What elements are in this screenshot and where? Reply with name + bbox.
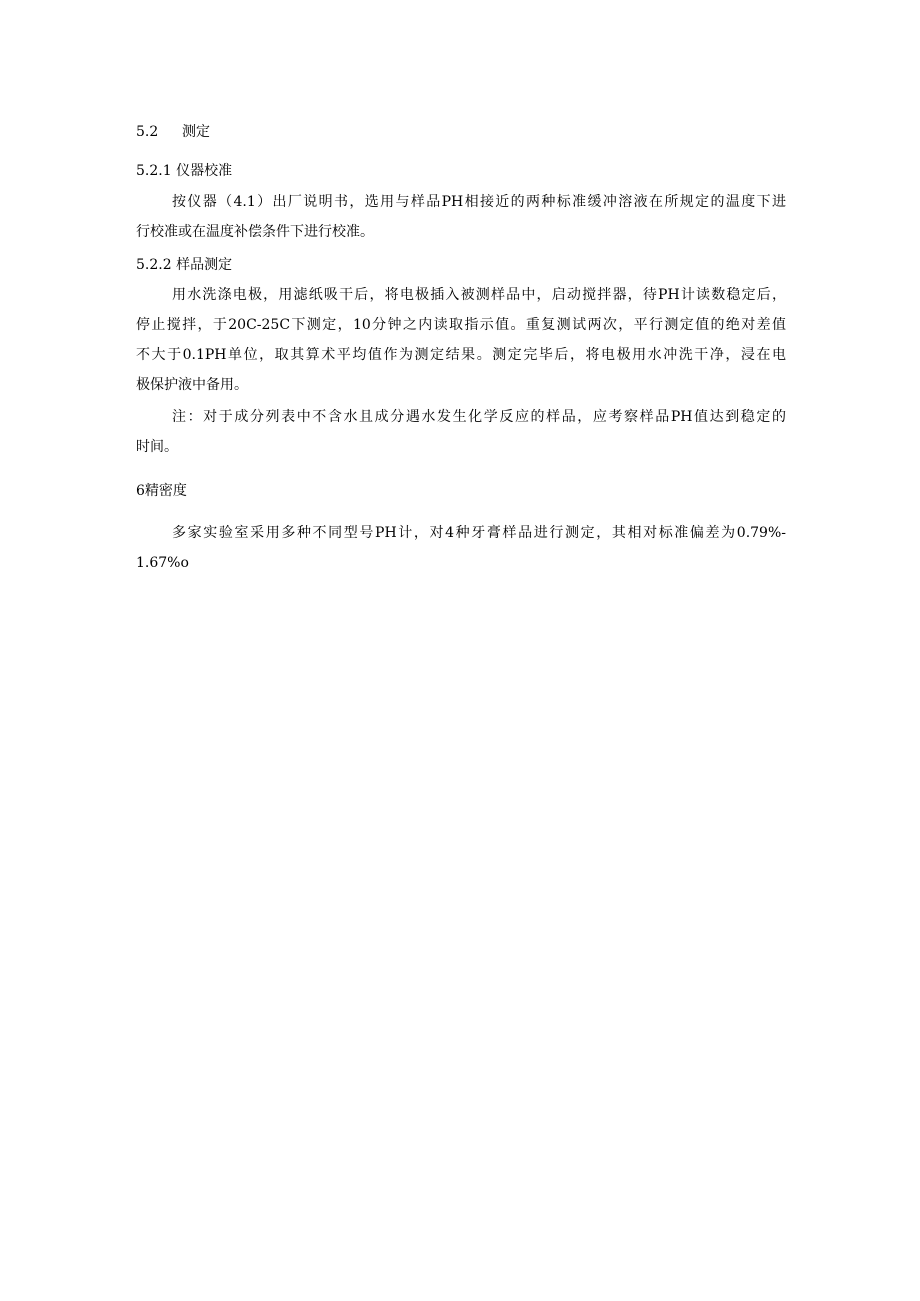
paragraph-line: 极保护液中备用。 <box>136 377 248 393</box>
paragraph-line: 按仪器（4.1）出厂说明书，选用与样品PH相接近的两种标准缓冲溶液在所规定的温度下进 <box>172 194 786 210</box>
section-5-2-heading <box>136 122 786 142</box>
note-line: 时间。 <box>136 439 178 455</box>
paragraph-line: 1.67%o <box>136 555 189 571</box>
note-line: 注：对于成分列表中不含水且成分遇水发生化学反应的样品，应考察样品PH值达到稳定的 <box>172 409 786 425</box>
paragraph-line: 用水洗涤电极，用滤纸吸干后，将电极插入被测样品中，启动搅拌器，待PH计读数稳定后， <box>172 287 786 303</box>
paragraph-line: 行校准或在温度补偿条件下进行校准。 <box>136 224 374 240</box>
paragraph-line: 停止搅拌，于20C-25C下测定，10分钟之内读取指示值。重复测试两次，平行测定值的绝对差值 <box>136 317 786 333</box>
section-5-2-1-heading: 5.2.1 仪器校准 <box>136 163 233 179</box>
section-title: 测定 <box>182 124 210 140</box>
section-number: 5.2 <box>136 124 159 140</box>
paragraph-line: 不大于0.1PH单位，取其算术平均值作为测定结果。测定完毕后，将电极用水冲洗干净，浸在电 <box>136 347 786 363</box>
section-5-2-2-heading: 5.2.2 样品测定 <box>136 257 233 273</box>
section-6-heading: 6精密度 <box>136 483 187 499</box>
paragraph-line: 多家实验室采用多种不同型号PH计，对4种牙膏样品进行测定，其相对标准偏差为0.79%- <box>172 525 786 541</box>
